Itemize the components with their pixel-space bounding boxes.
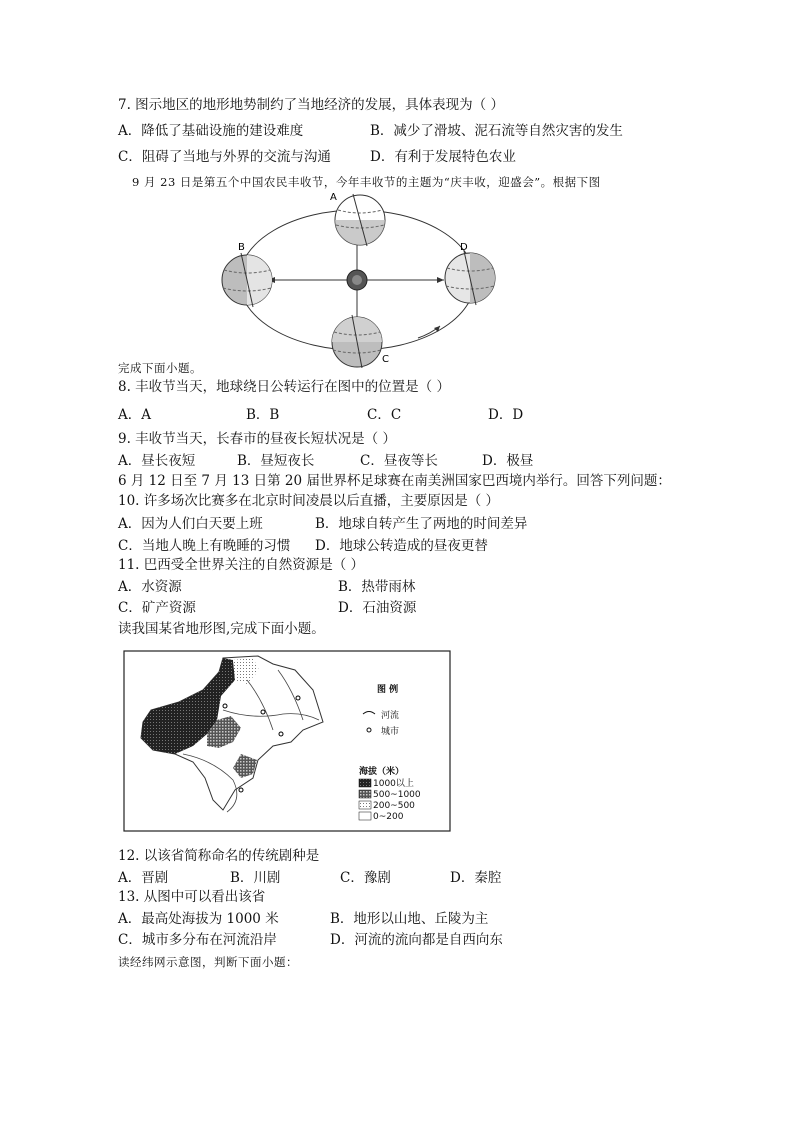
q13-option-b: B．地形以山地、丘陵为主 [330,911,489,927]
q12-option-c: C．豫剧 [340,870,391,886]
legend-level-1: 1000以上 [373,779,414,789]
q8-option-d: D．D [488,407,524,423]
q10-option-b: B．地球自转产生了两地的时间差异 [315,516,528,532]
earth-orbit-diagram [212,190,502,368]
q7-stem: 7. 图示地区的地形地势制约了当地经济的发展，具体表现为（ ） [118,97,504,113]
q10-stem: 10. 许多场次比赛多在北京时间凌晨以后直播，主要原因是（ ） [118,493,500,509]
province-terrain-map [123,650,451,832]
city-marker [223,704,227,708]
q11-stem: 11. 巴西受全世界关注的自然资源是（ ） [118,557,365,573]
earth-position-b [222,242,272,307]
q9-stem: 9. 丰收节当天，长春市的昼夜长短状况是（ ） [118,431,396,447]
q9-option-b: B．昼短夜长 [237,453,315,469]
q8-option-c: C．C [367,407,402,423]
label-b: B [238,242,245,253]
q12-option-a: A．晋剧 [118,870,169,886]
city-legend-icon [367,728,371,732]
label-a: A [330,192,337,203]
city-marker [261,710,265,714]
q13-stem: 13. 从图中可以看出该省 [118,889,266,905]
legend-level-2: 500~1000 [373,790,421,800]
q9-option-c: C．昼夜等长 [360,453,438,469]
q11-option-a: A．水资源 [118,579,182,595]
q8-stem: 8. 丰收节当天，地球绕日公转运行在图中的位置是（ ） [118,379,450,395]
harvest-intro: 9 月 23 日是第五个中国农民丰收节，今年丰收节的主题为“庆丰收，迎盛会”。根据下图 [132,175,601,189]
legend-river: 河流 [381,711,400,721]
q9-option-d: D．极昼 [482,453,534,469]
earth-position-d [445,242,495,305]
worldcup-intro: 6 月 12 日至 7 月 13 日第 20 届世界杯足球赛在南美洲国家巴西境内举行。回答下列问题： [118,473,671,489]
q13-option-c: C．城市多分布在河流沿岸 [118,932,277,948]
q10-option-a: A．因为人们白天要上班 [118,516,263,532]
q11-option-d: D．石油资源 [338,600,417,616]
earth-position-a [330,192,385,246]
q13-option-a: A．最高处海拔为 1000 米 [118,911,279,927]
q9-option-a: A．昼长夜短 [118,453,196,469]
q12-stem: 12. 以该省简称命名的传统剧种是 [118,848,320,864]
city-marker [296,696,300,700]
q10-option-d: D．地球公转造成的昼夜更替 [315,538,488,554]
q7-option-a: A．降低了基础设施的建设难度 [118,123,304,139]
q8-option-a: A．A [118,407,151,423]
q12-option-b: B．川剧 [230,870,281,886]
label-c: C [382,354,389,365]
legend-level-3: 200~500 [373,801,415,811]
harvest-intro-end: 完成下面小题。 [118,361,202,375]
grid-intro: 读经纬网示意图，判断下面小题： [118,955,298,969]
q11-option-c: C．矿产资源 [118,600,196,616]
province-intro: 读我国某省地形图,完成下面小题。 [118,621,325,637]
earth-position-c [332,315,389,368]
city-marker [239,788,243,792]
legend-title: 图 例 [377,685,399,695]
label-d: D [460,242,468,253]
legend-elevation-title: 海拔（米） [359,767,405,777]
q13-option-d: D．河流的流向都是自西向东 [330,932,503,948]
legend-level-4: 0~200 [373,812,404,822]
q11-option-b: B．热带雨林 [338,579,416,595]
q10-option-c: C．当地人晚上有晚睡的习惯 [118,538,291,554]
q7-option-d: D．有利于发展特色农业 [370,149,516,165]
q7-option-b: B．减少了滑坡、泥石流等自然灾害的发生 [370,123,623,139]
legend-city: 城市 [381,727,400,737]
q8-option-b: B．B [246,407,280,423]
q7-option-c: C．阻碍了当地与外界的交流与沟通 [118,149,331,165]
city-marker [279,732,283,736]
q12-option-d: D．秦腔 [450,870,502,886]
